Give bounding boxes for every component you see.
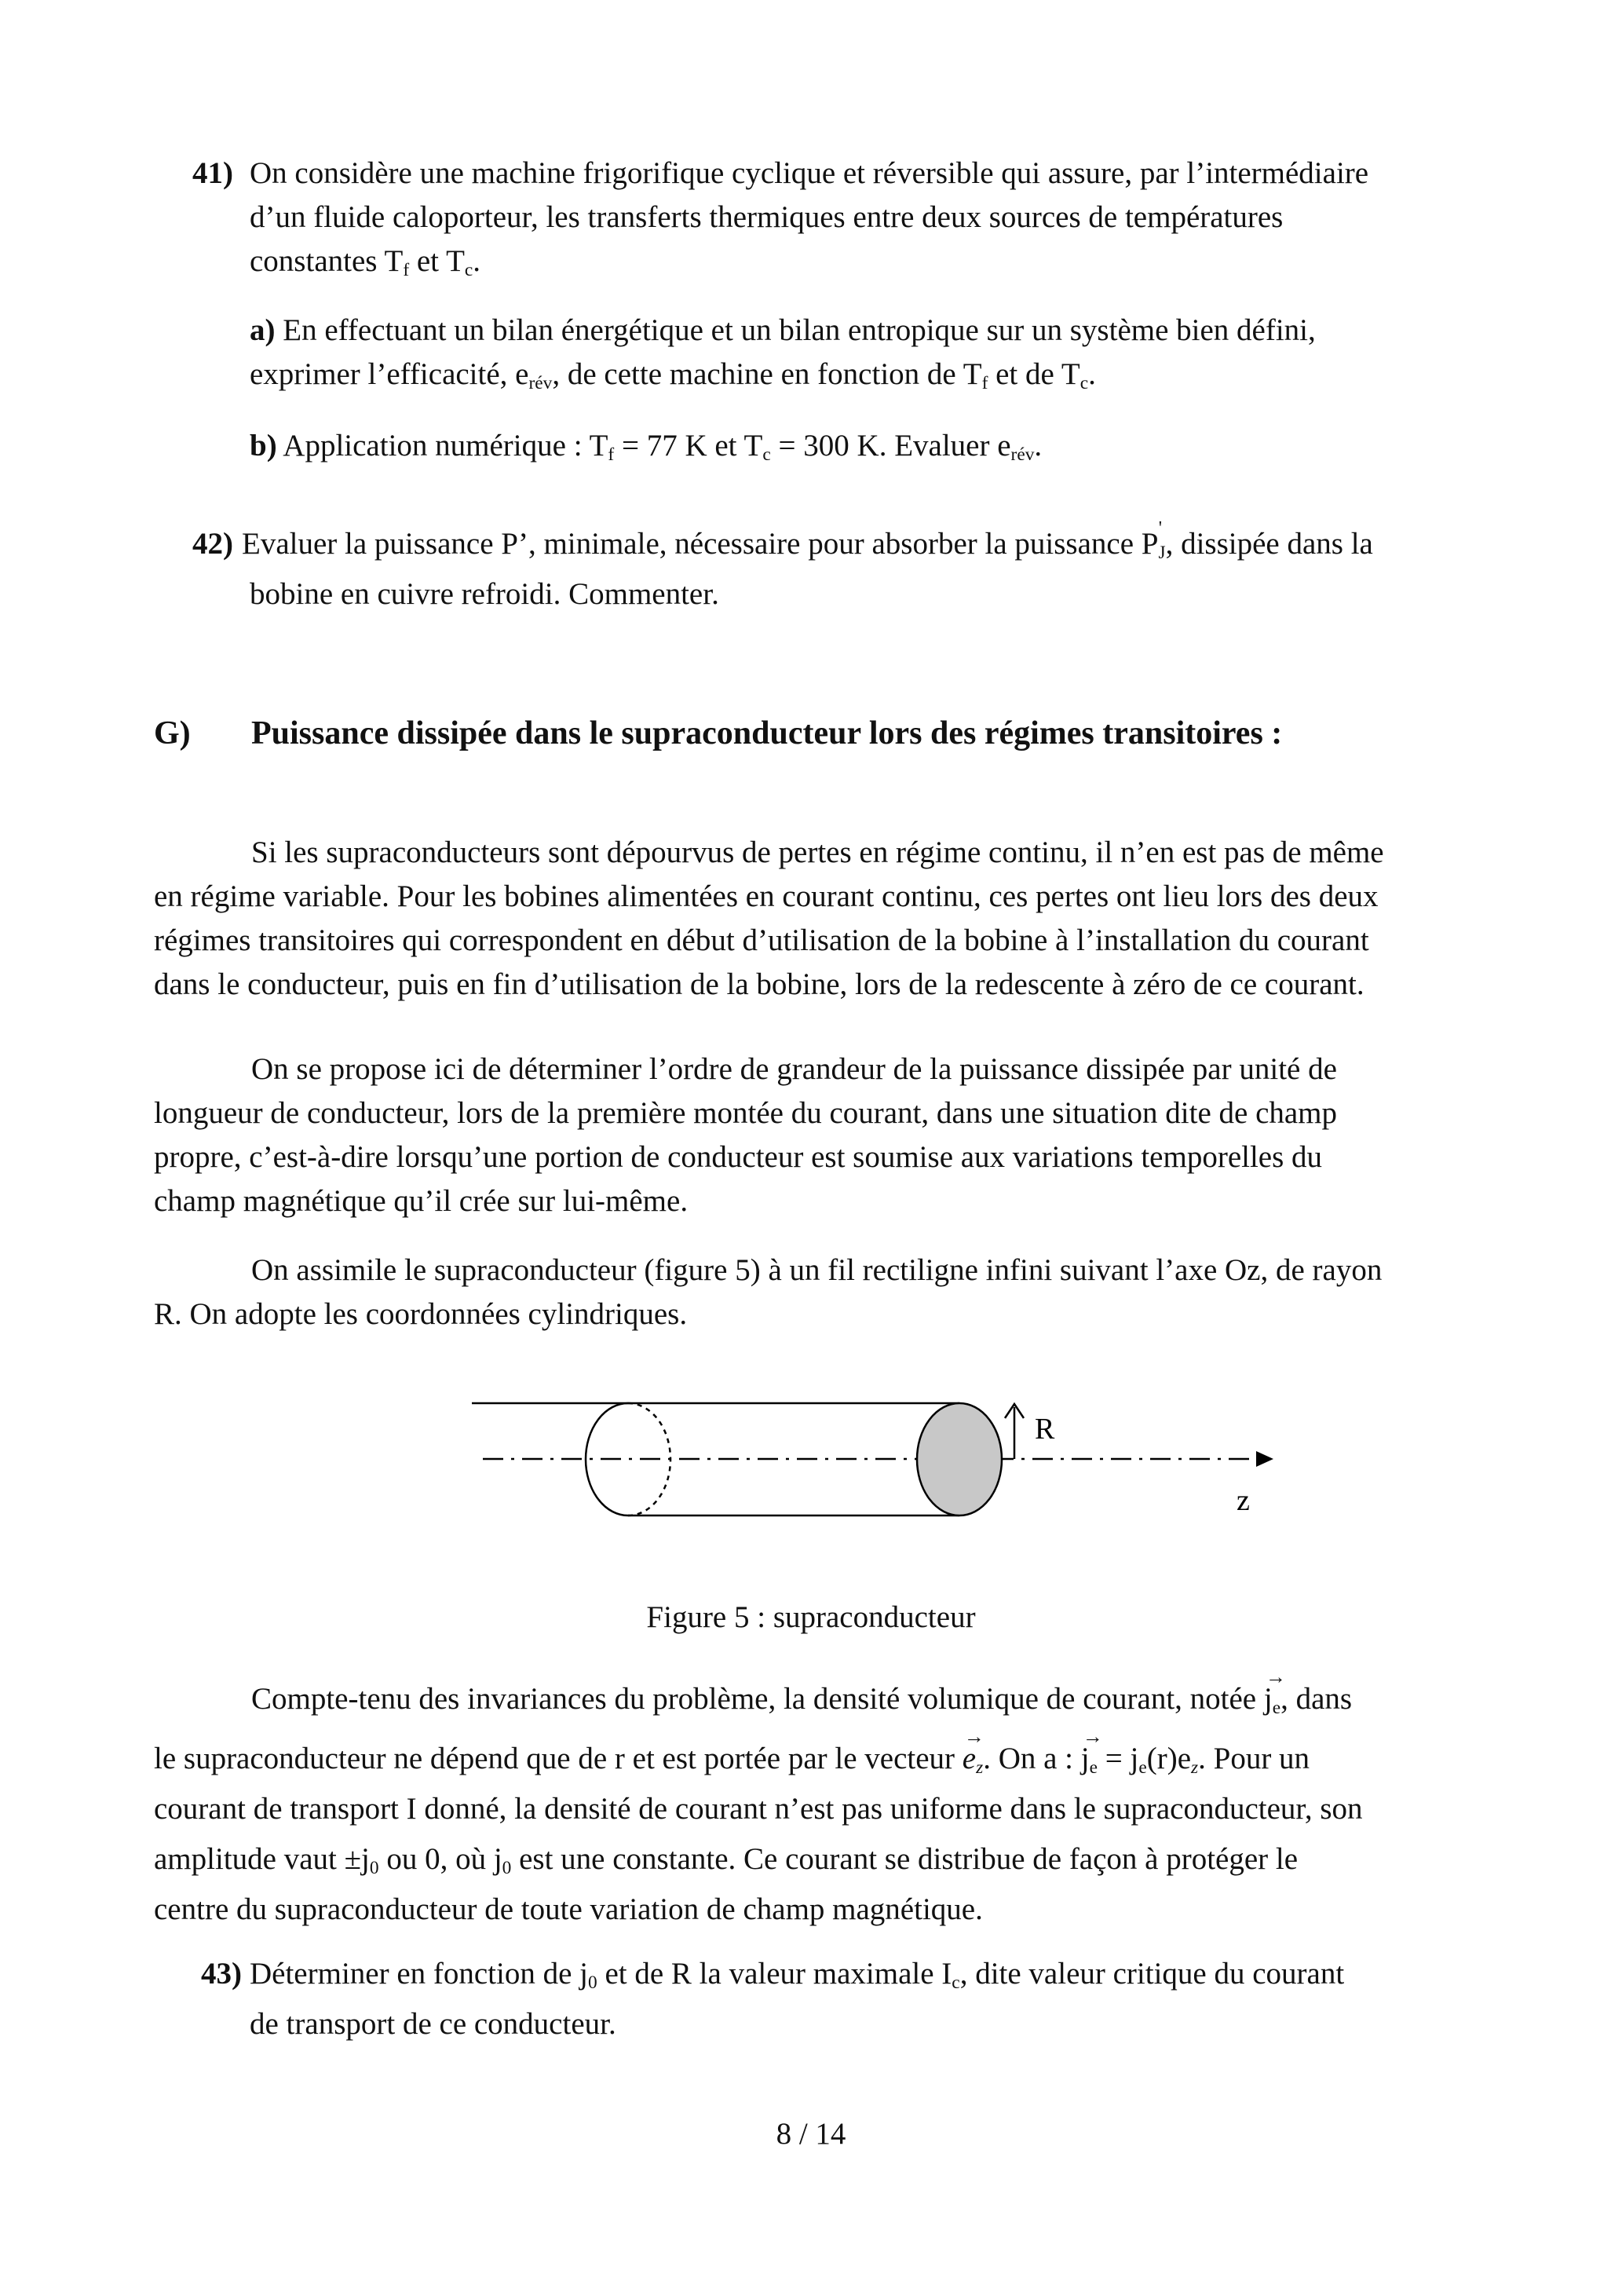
p2-line-2: longueur de conducteur, lors de la première montée du courant, dans une situation dite de champ	[154, 1096, 1338, 1130]
question-42-text	[242, 518, 1474, 616]
p4-line-3: courant de transport I donné, la densité de courant n’est pas uniforme dans le supraconducteur, son	[154, 1792, 1363, 1826]
q41a-line-2: exprimer l’efficacité, $e_{rév}$, de cette machine en fonction de $T_f$ et de $T_c$.	[250, 357, 1096, 393]
section-g-title: Puissance dissipée dans le supraconducteur lors des régimes transitoires :	[251, 715, 1283, 751]
p1-line-2: en régime variable. Pour les bobines alimentées en courant continu, ces pertes ont lieu lors des deux	[154, 879, 1379, 913]
q41-line-2: d’un fluide caloporteur, les transferts thermiques entre deux sources de températures	[250, 200, 1284, 234]
z-axis-arrowhead	[1256, 1451, 1273, 1467]
page-number: 8 / 14	[776, 2117, 846, 2151]
q42-line-1: Evaluer la puissance P’, minimale, nécessaire pour absorber la puissance P ' $_J$, dissipée dans la	[242, 518, 1373, 563]
p2-line-4: champ magnétique qu’il crée sur lui-même.	[154, 1184, 689, 1218]
q41-line-3: constantes $T_f$ et $T_c$.	[250, 244, 481, 280]
p4-line-4: amplitude vaut $\pm j_0$ ou 0, où $j_0$ est une constante. Ce courant se distribue de façon à protéger le	[154, 1842, 1299, 1878]
ez-vector: → e	[963, 1737, 976, 1781]
p4-line-1: Compte-tenu des invariances du problème, la densité volumique de courant, notée → $j_e$, dans	[154, 1677, 1474, 1721]
figure-5-cylinder	[471, 1382, 1288, 1555]
q43-line-1: Déterminer en fonction de $j_0$ et de R la valeur maximale $I_c$, dite valeur critique du courant	[250, 1957, 1345, 1993]
p1-line-4: dans le conducteur, puis en fin d’utilisation de la bobine, lors de la redescente à zéro de ce courant.	[154, 967, 1364, 1001]
p3-line-2: R. On adopte les coordonnées cylindriques.	[154, 1297, 688, 1331]
p4-line-2: le supraconducteur ne dépend que de r et est portée par le vecteur → $e_z$. On a : → $j_e = j_e(r)e_z$. Pour un	[154, 1737, 1474, 1781]
question-41-number: 41)	[192, 156, 233, 190]
p1-line-1: Si les supraconducteurs sont dépourvus de pertes en régime continu, il n’en est pas de même	[251, 835, 1384, 869]
p1-line-3: régimes transitoires qui correspondent en début d’utilisation de la bobine à l’installation du courant	[154, 923, 1369, 957]
figure-5-caption: Figure 5 : supraconducteur	[646, 1600, 976, 1634]
p4-line-5: centre du supraconducteur de toute variation de champ magnétique.	[154, 1892, 983, 1926]
question-41a	[250, 309, 1474, 397]
question-43-number: 43)	[201, 1957, 242, 1991]
paragraph-3	[154, 1249, 1474, 1336]
p2-line-3: propre, c’est-à-dire lorsqu’une portion de conducteur est soumise aux variations temporelles du	[154, 1140, 1323, 1174]
question-43-text	[250, 1952, 1474, 2046]
pj-symbol: P ' $_J$	[1141, 518, 1166, 563]
p3-line-1: On assimile le supraconducteur (figure 5) à un fil rectiligne infini suivant l’axe Oz, de rayon	[251, 1253, 1383, 1287]
je-vector-eq: → j	[1081, 1737, 1090, 1781]
question-41-text	[250, 152, 1474, 283]
paragraph-2	[154, 1047, 1474, 1223]
radius-label: R	[1035, 1413, 1055, 1446]
cylinder-cross-section	[917, 1403, 1002, 1515]
q42-line-2: bobine en cuivre refroidi. Commenter.	[250, 577, 719, 611]
paragraph-4	[154, 1677, 1474, 1932]
z-axis-label: z	[1237, 1484, 1250, 1517]
q43-line-2: de transport de ce conducteur.	[250, 2007, 616, 2041]
question-41b: b) Application numérique : $T_f = 77$ K et $T_c = 300$ K. Evaluer $e_{rév}$.	[250, 429, 1043, 465]
je-vector: → j	[1264, 1677, 1273, 1721]
paragraph-1	[154, 831, 1474, 1007]
p2-line-1: On se propose ici de déterminer l’ordre de grandeur de la puissance dissipée par unité de	[251, 1052, 1337, 1086]
section-g-label: G)	[154, 715, 191, 751]
q41-line-1: On considère une machine frigorifique cyclique et réversible qui assure, par l’intermédiaire	[250, 156, 1369, 190]
question-42-number: 42)	[192, 527, 233, 561]
q41a-line-1: a) En effectuant un bilan énergétique et un bilan entropique sur un système bien défini,	[250, 313, 1316, 347]
